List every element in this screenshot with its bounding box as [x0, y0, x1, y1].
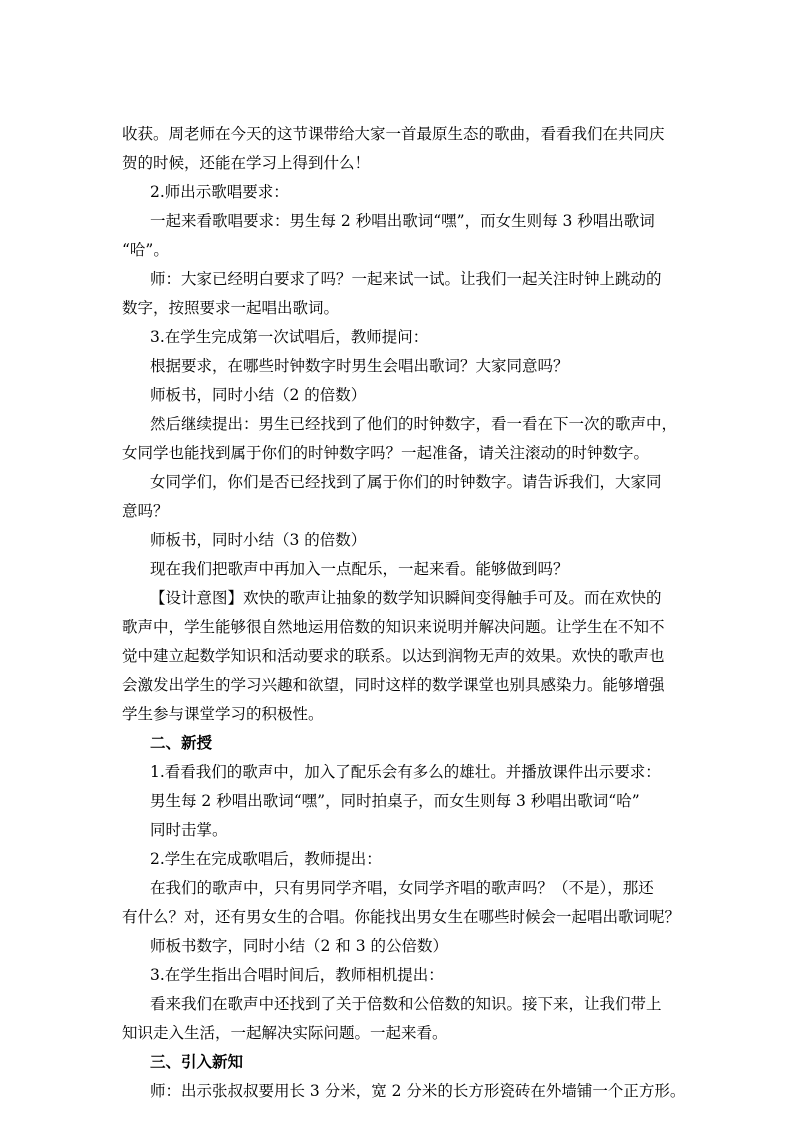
text-line: 师：大家已经明白要求了吗？一起来试一试。让我们一起关注时钟上跳动的 — [150, 270, 662, 288]
list-item: 3.在学生指出合唱时间后，教师相机提出： — [150, 966, 444, 984]
section-heading: 二、新授 — [150, 734, 213, 752]
text-line: 师板书，同时小结（3 的倍数） — [150, 531, 367, 549]
text-line: 看来我们在歌声中还找到了关于倍数和公倍数的知识。接下来，让我们带上 — [150, 995, 662, 1013]
text-line: 一起来看歌唱要求：男生每 2 秒唱出歌词“嘿”，而女生则每 3 秒唱出歌词 — [150, 212, 655, 230]
text-line: 歌声中，学生能够很自然地运用倍数的知识来说明并解决问题。让学生在不知不 — [122, 618, 665, 636]
list-item: 3.在学生完成第一次试唱后，教师提问： — [150, 328, 429, 346]
text-line: 师板书，同时小结（2 的倍数） — [150, 386, 367, 404]
text-line: 学生参与课堂学习的积极性。 — [122, 705, 324, 723]
text-line: 师：出示张叔叔要用长 3 分米，宽 2 分米的长方形瓷砖在外墙铺一个正方形。 — [150, 1082, 686, 1100]
text-line: 数字，按照要求一起唱出歌词。 — [122, 299, 340, 317]
text-line: 男生每 2 秒唱出歌词“嘿”，同时拍桌子，而女生则每 3 秒唱出歌词“哈” — [150, 792, 640, 810]
text-line: 现在我们把歌声中再加入一点配乐，一起来看。能够做到吗？ — [150, 560, 569, 578]
text-line: 女同学们，你们是否已经找到了属于你们的时钟数字。请告诉我们，大家同 — [150, 473, 662, 491]
text-line: “哈”。 — [122, 241, 169, 259]
list-item: 1.看看我们的歌声中，加入了配乐会有多么的雄壮。并播放课件出示要求： — [150, 763, 661, 781]
list-item: 2.师出示歌唱要求： — [150, 183, 289, 201]
text-line: 觉中建立起数学知识和活动要求的联系。以达到润物无声的效果。欢快的歌声也 — [122, 647, 665, 665]
text-line: 贺的时候，还能在学习上得到什么！ — [122, 154, 371, 172]
text-line: 会激发出学生的学习兴趣和欲望，同时这样的数学课堂也别具感染力。能够增强 — [122, 676, 665, 694]
text-line: 知识走入生活，一起解决实际问题。一起来看。 — [122, 1024, 448, 1042]
list-item: 2.学生在完成歌唱后，教师提出： — [150, 850, 382, 868]
text-line: 师板书数字，同时小结（2 和 3 的公倍数） — [150, 937, 449, 955]
text-line: 女同学也能找到属于你们的时钟数字吗？一起准备，请关注滚动的时钟数字。 — [122, 444, 650, 462]
design-intent-line: 【设计意图】欢快的歌声让抽象的数学知识瞬间变得触手可及。而在欢快的 — [150, 589, 662, 607]
text-line: 在我们的歌声中，只有男同学齐唱，女同学齐唱的歌声吗？（不是），那还 — [150, 879, 654, 897]
text-line: 收获。周老师在今天的这节课带给大家一首最原生态的歌曲，看看我们在共同庆 — [122, 125, 665, 143]
text-line: 同时击掌。 — [150, 821, 228, 839]
text-line: 有什么？对，还有男女生的合唱。你能找出男女生在哪些时候会一起唱出歌词呢？ — [122, 908, 681, 926]
text-line: 然后继续提出：男生已经找到了他们的时钟数字，看一看在下一次的歌声中， — [150, 415, 678, 433]
section-heading: 三、引入新知 — [150, 1053, 244, 1071]
text-line: 意吗？ — [122, 502, 169, 520]
text-line: 根据要求，在哪些时钟数字时男生会唱出歌词？大家同意吗？ — [150, 357, 569, 375]
